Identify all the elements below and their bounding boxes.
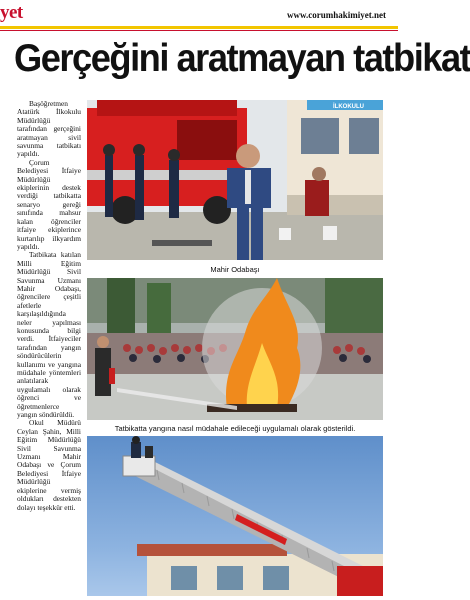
body-paragraph: Başöğretmen Atatürk İlkokulu Müdürlüğü tarafından gerçeğini aratmayan sivil savunma tatbikatı yapıldı. [17,99,81,159]
masthead [0,0,419,30]
body-paragraph: Çorum Belediyesi İtfaiye Müdürlüğü ekiplerinin destek verdiği tatbikatta senaryo gereği sınıfında mahsur kalan öğrenciler itfaiye ekiplerince kurtarılıp ilkyardım yapıldı. [17,157,81,251]
photo-fire-demonstration [87,278,383,420]
photo-caption: Tatbikatta yangına nasıl müdahale edileceği uygulamalı olarak gösterildi. [114,424,356,433]
masthead-rule [0,26,398,29]
article-body [17,100,81,512]
article-headline: Gerçeğini aratmayan tatbikat [14,37,470,80]
school-sign: İLKOKULU [333,104,364,110]
newspaper-brand: yet [0,2,23,23]
photo-caption: Mahir Odabaşı [210,265,260,274]
body-paragraph: Tatbikata katılan Milli Eğitim Müdürlüğü Sivil Savunma Uzmanı Mahir Odabaşı, öğrencilere çeşitli afetlerle karşılaşıldığında neler yapılması konusunda bilgi verdi. İtfaiyeciler tarafından yangın söndürücülerin kullanımı ve yangına müdahale yöntemleri anlatılarak uygulamalı olarak öğrenci ve öğretmenlerce yangın söndürüldü. [17,250,81,420]
body-paragraph: Okul Müdürü Ceylan Şahin, Milli Eğitim Müdürlüğü Sivil Savunma Uzmanı Mahir Odabaşı ve Çorum Belediyesi İtfaiye Müdürlüğü ekiplerine vermiş oldukları destekten dolayı teşekkür etti. [17,418,81,512]
photo-ladder-rescue [87,436,383,596]
photo-fire-truck-speaker [87,100,383,260]
website-url[interactable]: www.corumhakimiyet.net [287,10,386,20]
